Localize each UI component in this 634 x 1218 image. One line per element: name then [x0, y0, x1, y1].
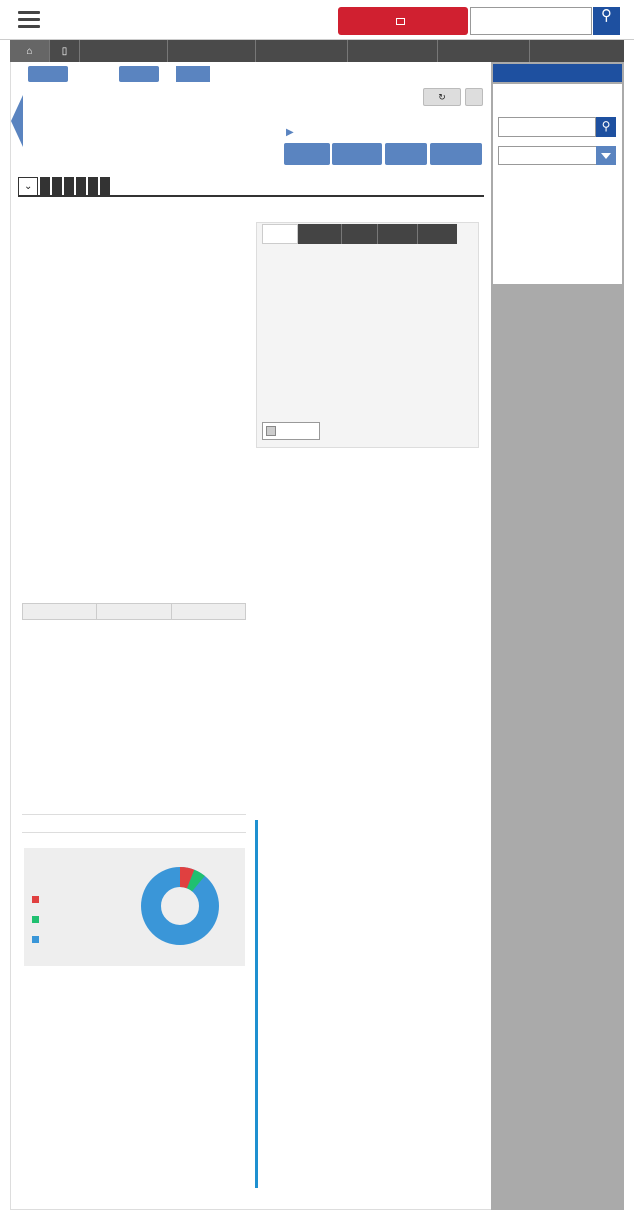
search-icon: ⚲ — [601, 7, 612, 24]
position-bar — [255, 820, 258, 1188]
register-compare-link[interactable]: ▶ — [286, 127, 294, 138]
nav-news[interactable] — [256, 40, 348, 62]
liq-label — [22, 814, 134, 832]
legend-tick — [32, 871, 117, 891]
portfolio-button[interactable] — [284, 143, 330, 165]
board-header-sell — [23, 604, 97, 620]
nav-mypage[interactable] — [438, 40, 530, 62]
add-gadget-button[interactable] — [493, 64, 622, 82]
tab-daily[interactable] — [76, 177, 86, 195]
legend-other — [32, 931, 117, 951]
chart-tab-daily[interactable] — [341, 224, 377, 244]
tab-earnings[interactable] — [64, 177, 74, 195]
tab-benefits[interactable] — [52, 177, 62, 195]
legend-up — [32, 891, 117, 911]
side-arrow-icon[interactable] — [11, 95, 23, 147]
exchange-tag[interactable] — [176, 66, 210, 82]
chart-tab-weekly[interactable] — [377, 224, 417, 244]
favorite-button[interactable] — [332, 143, 382, 165]
auto-board-small-button[interactable] — [430, 143, 482, 165]
auto-update-board-button[interactable] — [338, 7, 468, 35]
nav-domestic[interactable] — [80, 40, 168, 62]
tick-donut-chart — [140, 866, 220, 946]
tab-underline — [18, 195, 484, 197]
search-input[interactable] — [470, 7, 592, 35]
help-icon[interactable] — [465, 88, 483, 106]
main-nav — [10, 40, 624, 62]
book-icon[interactable]: ▯ — [50, 40, 80, 62]
prev-stock-button[interactable] — [28, 66, 68, 82]
read-button[interactable] — [262, 422, 320, 440]
liq-value — [134, 814, 246, 832]
purpose-search-panel — [493, 84, 622, 284]
keyword-input[interactable] — [498, 117, 596, 137]
liquidity-table — [22, 796, 246, 833]
board-icon — [396, 18, 405, 25]
stock-tabs — [18, 177, 112, 195]
home-icon[interactable]: ⌂ — [10, 40, 50, 62]
order-board-table — [22, 603, 246, 620]
liq-value — [134, 796, 246, 814]
tab-price-list[interactable] — [88, 177, 98, 195]
tab-price[interactable]: ⌄ — [18, 177, 38, 195]
chart-tab-monthly[interactable] — [417, 224, 457, 244]
board-header-price — [97, 604, 171, 620]
table-row — [22, 814, 246, 832]
checkbox-icon — [266, 426, 276, 436]
chart-tabs — [262, 224, 457, 244]
board-header-buy — [171, 604, 245, 620]
tab-chart[interactable] — [40, 177, 50, 195]
tick-chart — [256, 246, 479, 416]
menu-icon[interactable] — [18, 11, 40, 29]
tab-cb-list[interactable] — [100, 177, 110, 195]
keyword-search-icon[interactable]: ⚲ — [596, 117, 616, 137]
next-stock-button[interactable] — [119, 66, 159, 82]
nav-tools[interactable] — [348, 40, 438, 62]
donut-other — [151, 877, 209, 935]
table-row — [22, 796, 246, 814]
chart-tab-5min[interactable] — [298, 224, 341, 244]
chart-tab-tick[interactable] — [262, 224, 298, 244]
refresh-button[interactable]: ↻ — [423, 88, 461, 106]
tick-legend — [32, 871, 117, 951]
search-button[interactable] — [593, 7, 620, 35]
nav-guide[interactable] — [530, 40, 624, 62]
legend-down — [32, 911, 117, 931]
chevron-down-icon[interactable] — [596, 146, 616, 165]
compare-button[interactable] — [385, 143, 427, 165]
nav-overseas[interactable] — [168, 40, 256, 62]
liq-label — [22, 796, 134, 814]
